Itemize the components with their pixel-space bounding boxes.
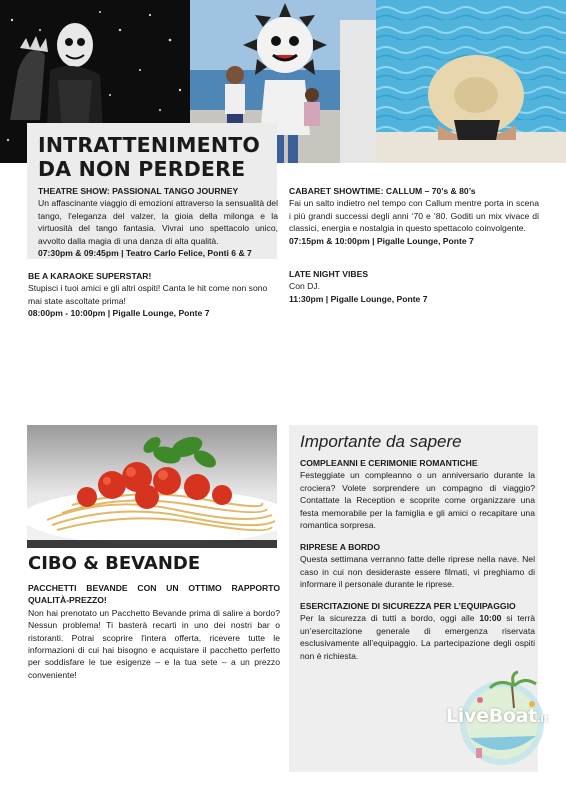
info-compleanni [300,457,535,531]
info-sicurezza-time: 10:00 [479,613,502,624]
event-theatre-body: Un affascinante viaggio di emozioni attraverso la sensualità del tango, l'eleganza del valzer, la gioia della milonga e la virtuosità del tango fantasia. Vivrai uno spettacolo unico, avvolto dalla magia di una danza di alta qualità. [38,198,278,246]
event-latenight-title: LATE NIGHT VIBES [289,269,369,279]
liveboat-logo-main: LiveBoat [446,705,537,727]
event-karaoke-title: BE A KARAOKE SUPERSTAR! [28,271,152,281]
important-title: Importante da sapere [300,432,462,451]
page-title-line-1: INTRATTENIMENTO [38,133,261,157]
food-drinks-package [28,582,280,681]
event-theatre-time: 07:30pm & 09:45pm | Teatro Carlo Felice, Ponti 6 & 7 [38,248,252,259]
event-cabaret [289,185,539,247]
info-sicurezza-body-end: si terrà un’esercitazione generale di emergenza riservata esclusivamente all’equipaggio. La partecipazione degli ospiti non è richiesta. [300,613,535,661]
food-section-title: CIBO & BEVANDE [28,553,201,574]
info-compleanni-title: COMPLEANNI E CERIMONIE ROMANTICHE [300,458,478,468]
info-riprese-body: Questa settimana verranno fatte delle riprese nella nave. Nel caso in cui non desideraste essere filmati, vi preghiamo di informare il personale durante le riprese. [300,554,535,590]
info-compleanni-body: Festeggiate un compleanno o un anniversario durante la crociera? Volete sorprendere un compagno di viaggio? Contattate la Reception e scoprite come organizzare una festa memorabile per la famiglia e gli amici o recapitare una romantica sorpresa. [300,470,535,531]
info-sicurezza-body-start: Per la sicurezza di tutti a bordo, oggi alle [300,613,480,624]
page-title [38,133,278,181]
info-sicurezza [300,600,535,662]
event-cabaret-body: Fai un salto indietro nel tempo con Callum mentre porta in scena i più grandi successi degli anni ‘70 e ‘80. Goditi un mix vivace di classici, energia e nostalgia in questo spettacolo coinvolgente. [289,198,539,234]
event-karaoke-time: 08:00pm - 10:00pm | Pigalle Lounge, Ponte 7 [28,308,210,319]
info-sicurezza-title: ESERCITAZIONE DI SICUREZZA PER L’EQUIPAGGIO [300,601,516,611]
event-karaoke [28,270,280,320]
food-drinks-title: PACCHETTI BEVANDE CON UN OTTIMO RAPPORTO QUALITÀ-PREZZO! [28,583,280,606]
photo-pool-hat [376,0,566,163]
event-latenight-time: 11:30pm | Pigalle Lounge, Ponte 7 [289,293,428,304]
liveboat-logo-domain: .it [536,714,549,725]
info-sicurezza-body [300,612,535,662]
info-riprese-title: RIPRESE A BORDO [300,542,381,552]
liveboat-logo-text [446,705,548,727]
event-cabaret-time: 07:15pm & 10:00pm | Pigalle Lounge, Ponte 7 [289,235,474,246]
photo-pasta [27,425,277,548]
food-drinks-body: Non hai prenotato un Pacchetto Bevande prima di salire a bordo? Nessun problema! Ti basterà recarti in uno dei nostri bar o ristoranti. Potrai scoprire l'intera offerta, ricevere tutte le informazioni di cui hai bisogno e acquistare il pacchetto perfetto per soddisfare le tue esigenze – e la tua sete – a un prezzo conveniente! [28,607,280,680]
event-latenight [289,268,539,305]
event-cabaret-title: CABARET SHOWTIME: CALLUM – 70’s & 80’s [289,186,476,196]
event-latenight-body: Con DJ. [289,281,321,292]
event-theatre-title: THEATRE SHOW: PASSIONAL TANGO JOURNEY [38,186,239,196]
event-theatre [38,185,278,259]
event-karaoke-body: Stupisci i tuoi amici e gli altri ospiti! Canta le hit come non sono mai state ascoltate prima! [28,283,268,306]
page-title-line-2: DA NON PERDERE [38,157,246,181]
info-riprese [300,541,535,591]
